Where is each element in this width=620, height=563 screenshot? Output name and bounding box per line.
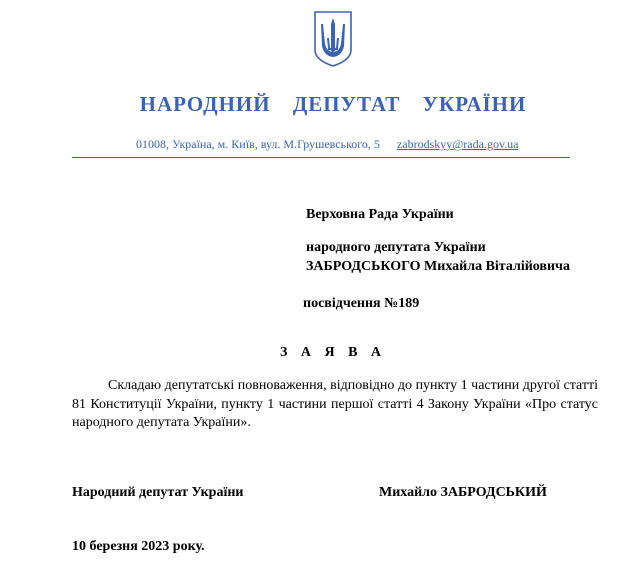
document-body: Складаю депутатські повноваження, відповідно до пункту 1 частини другої статті 81 Конституції України, пункту 1 частини першої статті 4 Закону України «Про статус народного депутата України». (72, 378, 598, 430)
document-date: 10 березня 2023 року. (72, 539, 205, 554)
recipient: Верховна Рада України (306, 207, 454, 222)
signatory-role: Народний депутат України (72, 485, 244, 500)
header-divider (72, 157, 570, 158)
sender-name: ЗАБРОДСЬКОГО Михайла Віталійовича (306, 259, 570, 274)
sender-title: народного депутата України (306, 240, 486, 255)
header-address-line (136, 137, 519, 152)
header-title: НАРОДНИЙ ДЕПУТАТ УКРАЇНИ (139, 92, 527, 116)
certificate-number: посвідчення №189 (303, 296, 420, 311)
header-address: 01008, Україна, м. Київ, вул. М.Грушевського, 5 (136, 137, 380, 151)
coat-of-arms-trident-icon (313, 10, 353, 68)
document-title: З А Я В А (279, 345, 387, 360)
header-email-link[interactable]: zabrodskyy@rada.gov.ua (396, 137, 519, 151)
signatory-name: Михайло ЗАБРОДСЬКИЙ (379, 485, 547, 500)
